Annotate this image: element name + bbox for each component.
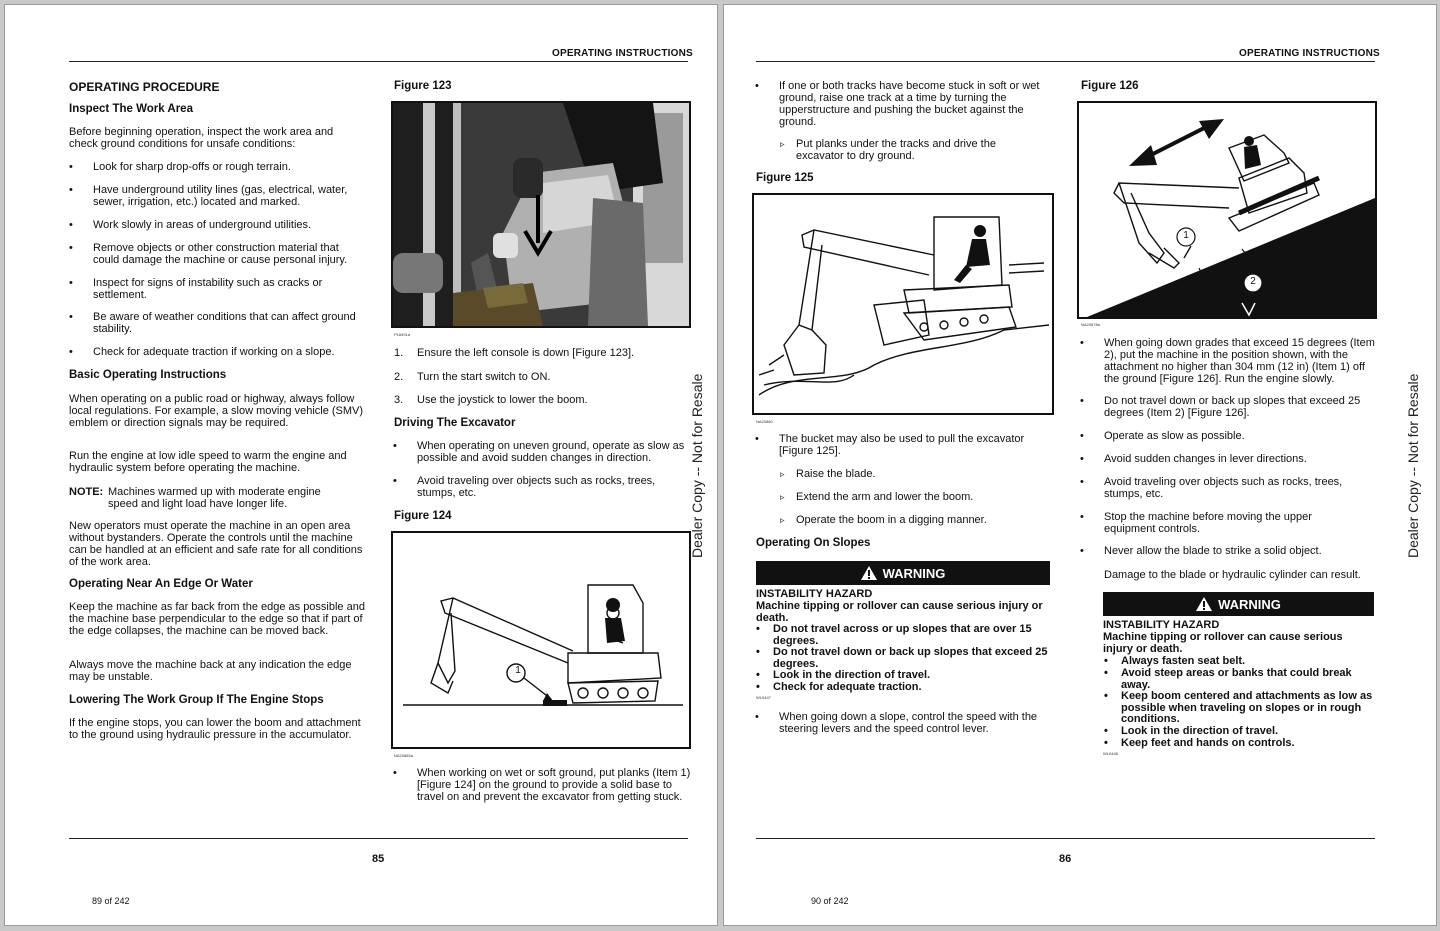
paragraph: When operating on a public road or highway, always follow local regulations. For example, a slow moving vehicle (SMV) emblem or direction signals may be required. bbox=[69, 393, 364, 429]
figure-124-drawing bbox=[391, 531, 691, 749]
sub-list-item: ▹ Put planks under the tracks and drive the excavator to dry ground. bbox=[796, 138, 1026, 162]
figure-126-drawing bbox=[1077, 101, 1377, 319]
header-rule bbox=[756, 61, 1375, 62]
list-item: • Never allow the blade to strike a solid object. bbox=[1104, 545, 1374, 557]
list-item: • When going down grades that exceed 15 degrees (Item 2), put the machine in the position shown, with the attachment no higher than 304 mm (12 in) (Item 1) off the ground [Figure 126]. Run the engine slowly. bbox=[1104, 337, 1379, 385]
sub-list-item: ▹ Raise the blade. bbox=[796, 468, 1036, 480]
sub-list-item: ▹ Extend the arm and lower the boom. bbox=[796, 491, 1036, 503]
warning-item: • Do not travel down or back up slopes that exceed 25 degrees. bbox=[773, 647, 1048, 670]
warning-banner bbox=[1103, 592, 1374, 616]
header-rule bbox=[69, 61, 688, 62]
excavator-pulling-drawing bbox=[754, 195, 1052, 413]
list-item: • Have underground utility lines (gas, electrical, water, sewer, irrigation, etc.) located and marked. bbox=[93, 184, 363, 208]
callout-1: 1 bbox=[515, 665, 521, 676]
operator-console-photo bbox=[393, 103, 689, 326]
watermark-dealer-copy: Dealer Copy -- Not for Resale bbox=[1405, 373, 1421, 558]
list-item: • Avoid traveling over objects such as rocks, trees, stumps, etc. bbox=[1104, 476, 1364, 500]
step-text: Turn the start switch to ON. bbox=[417, 371, 551, 383]
subsection-title: Operating On Slopes bbox=[756, 537, 871, 549]
page-header: OPERATING INSTRUCTIONS bbox=[1239, 48, 1380, 59]
figure-code: NA20880 bbox=[756, 419, 773, 424]
paragraph: Damage to the blade or hydraulic cylinder can result. bbox=[1104, 569, 1361, 581]
step-number: 1. bbox=[394, 347, 404, 359]
warning-title: INSTABILITY HAZARD bbox=[756, 588, 873, 600]
manual-page-85 bbox=[4, 4, 718, 926]
section-title: OPERATING PROCEDURE bbox=[69, 80, 220, 94]
list-item: • Look for sharp drop-offs or rough terrain. bbox=[93, 161, 363, 173]
subsection-title: Lowering The Work Group If The Engine Stops bbox=[69, 694, 324, 706]
list-item: • When working on wet or soft ground, put planks (Item 1) [Figure 124] on the ground to provide a solid base to travel on and prevent the excavator from getting stuck. bbox=[417, 767, 692, 803]
figure-125-drawing bbox=[752, 193, 1054, 415]
figure-code: NA20884a bbox=[394, 753, 413, 758]
footer-rule bbox=[69, 838, 688, 839]
list-item: • Stop the machine before moving the upper equipment controls. bbox=[1104, 511, 1344, 535]
warning-label: WARNING bbox=[1218, 596, 1281, 612]
list-item: • If one or both tracks have become stuck in soft or wet ground, raise one track at a time by turning the upperstructure and pushing the bucket against the ground. bbox=[779, 80, 1041, 128]
warning-item: • Do not travel across or up slopes that are over 15 degrees. bbox=[773, 624, 1048, 647]
warning-triangle-icon bbox=[1196, 597, 1212, 611]
page-number: 85 bbox=[372, 853, 385, 865]
figure-123-photo bbox=[391, 101, 691, 328]
warning-label: WARNING bbox=[882, 565, 946, 581]
step-text: Use the joystick to lower the boom. bbox=[417, 394, 588, 406]
pdf-page-indicator: 89 of 242 bbox=[92, 896, 130, 906]
paragraph: Always move the machine back at any indication the edge may be unstable. bbox=[69, 659, 352, 683]
warning-item: • Always fasten seat belt. bbox=[1121, 656, 1376, 668]
list-item: • Avoid traveling over objects such as rocks, trees, stumps, etc. bbox=[417, 475, 677, 499]
warning-intro: Machine tipping or rollover can cause serious injury or death. bbox=[756, 600, 1043, 624]
figure-title: Figure 125 bbox=[756, 172, 814, 184]
page-number: 86 bbox=[1059, 853, 1072, 865]
warning-item: • Look in the direction of travel. bbox=[773, 670, 1048, 682]
warning-intro: Machine tipping or rollover can cause serious injury or death. bbox=[1103, 631, 1343, 655]
paragraph: Keep the machine as far back from the edge as possible and the machine base perpendicular to the edge so that if part of the edge collapses, the machine can be moved back. bbox=[69, 601, 365, 637]
warning-banner bbox=[756, 561, 1050, 585]
list-item: • When operating on uneven ground, operate as slow as possible and avoid sudden changes in direction. bbox=[417, 440, 689, 464]
warning-code: WL0448 bbox=[1103, 751, 1118, 756]
manual-page-86 bbox=[723, 4, 1437, 926]
warning-title: INSTABILITY HAZARD bbox=[1103, 619, 1220, 631]
figure-title: Figure 126 bbox=[1081, 80, 1139, 92]
list-item: • Operate as slow as possible. bbox=[1104, 430, 1374, 442]
figure-code: NA20878a bbox=[1081, 322, 1100, 327]
subsection-title: Basic Operating Instructions bbox=[69, 369, 227, 381]
figure-code: P18491a bbox=[394, 332, 411, 337]
list-item: • Work slowly in areas of underground utilities. bbox=[93, 219, 363, 231]
list-item: • Be aware of weather conditions that can affect ground stability. bbox=[93, 311, 363, 335]
page-header: OPERATING INSTRUCTIONS bbox=[552, 48, 693, 59]
excavator-on-slope-drawing bbox=[1079, 103, 1375, 317]
callout-1: 1 bbox=[1183, 230, 1189, 241]
list-item: • Do not travel down or back up slopes that exceed 25 degrees (Item 2) [Figure 126]. bbox=[1104, 395, 1374, 419]
figure-title: Figure 123 bbox=[394, 80, 452, 92]
callout-2: 2 bbox=[1250, 276, 1256, 287]
paragraph: New operators must operate the machine in an open area without bystanders. Operate the controls until the machine can be handled at an efficient and safe rate for all conditions of the work area. bbox=[69, 520, 363, 568]
warning-triangle-icon bbox=[861, 566, 877, 580]
subsection-title: Driving The Excavator bbox=[394, 417, 516, 429]
list-item: • When going down a slope, control the speed with the steering levers and the speed control lever. bbox=[779, 711, 1054, 735]
list-item: • Remove objects or other construction material that could damage the machine or cause personal injury. bbox=[93, 242, 363, 266]
list-item: • Inspect for signs of instability such as cracks or settlement. bbox=[93, 277, 363, 301]
subsection-title: Inspect The Work Area bbox=[69, 103, 193, 115]
warning-item: • Keep feet and hands on controls. bbox=[1121, 738, 1376, 750]
paragraph: Run the engine at low idle speed to warm the engine and hydraulic system before operating the machine. bbox=[69, 450, 347, 474]
note-text: Machines warmed up with moderate engine speed and light load have longer life. bbox=[108, 486, 321, 510]
paragraph: If the engine stops, you can lower the boom and attachment to the ground using hydraulic pressure in the accumulator. bbox=[69, 717, 361, 741]
list-item: • Avoid sudden changes in lever directions. bbox=[1104, 453, 1374, 465]
step-number: 3. bbox=[394, 394, 404, 406]
subsection-title: Operating Near An Edge Or Water bbox=[69, 578, 253, 590]
step-text: Ensure the left console is down [Figure 123]. bbox=[417, 347, 635, 359]
footer-rule bbox=[756, 838, 1375, 839]
warning-item: • Check for adequate traction. bbox=[773, 682, 1048, 694]
note-label: NOTE: bbox=[69, 486, 104, 498]
watermark-dealer-copy: Dealer Copy -- Not for Resale bbox=[689, 373, 705, 558]
step-number: 2. bbox=[394, 371, 404, 383]
warning-item: • Keep boom centered and attachments as low as possible when traveling on slopes or in rough conditions. bbox=[1121, 691, 1376, 726]
figure-title: Figure 124 bbox=[394, 510, 452, 522]
list-item: • Check for adequate traction if working on a slope. bbox=[93, 346, 363, 358]
excavator-on-plank-drawing bbox=[393, 533, 689, 747]
pdf-page-indicator: 90 of 242 bbox=[811, 896, 849, 906]
warning-item: • Avoid steep areas or banks that could break away. bbox=[1121, 668, 1376, 691]
warning-item: • Look in the direction of travel. bbox=[1121, 726, 1376, 738]
paragraph: Before beginning operation, inspect the work area and check ground conditions for unsafe conditions: bbox=[69, 126, 334, 150]
list-item: • The bucket may also be used to pull the excavator [Figure 125]. bbox=[779, 433, 1049, 457]
warning-code: WL0447 bbox=[756, 695, 771, 700]
sub-list-item: ▹ Operate the boom in a digging manner. bbox=[796, 514, 1036, 526]
